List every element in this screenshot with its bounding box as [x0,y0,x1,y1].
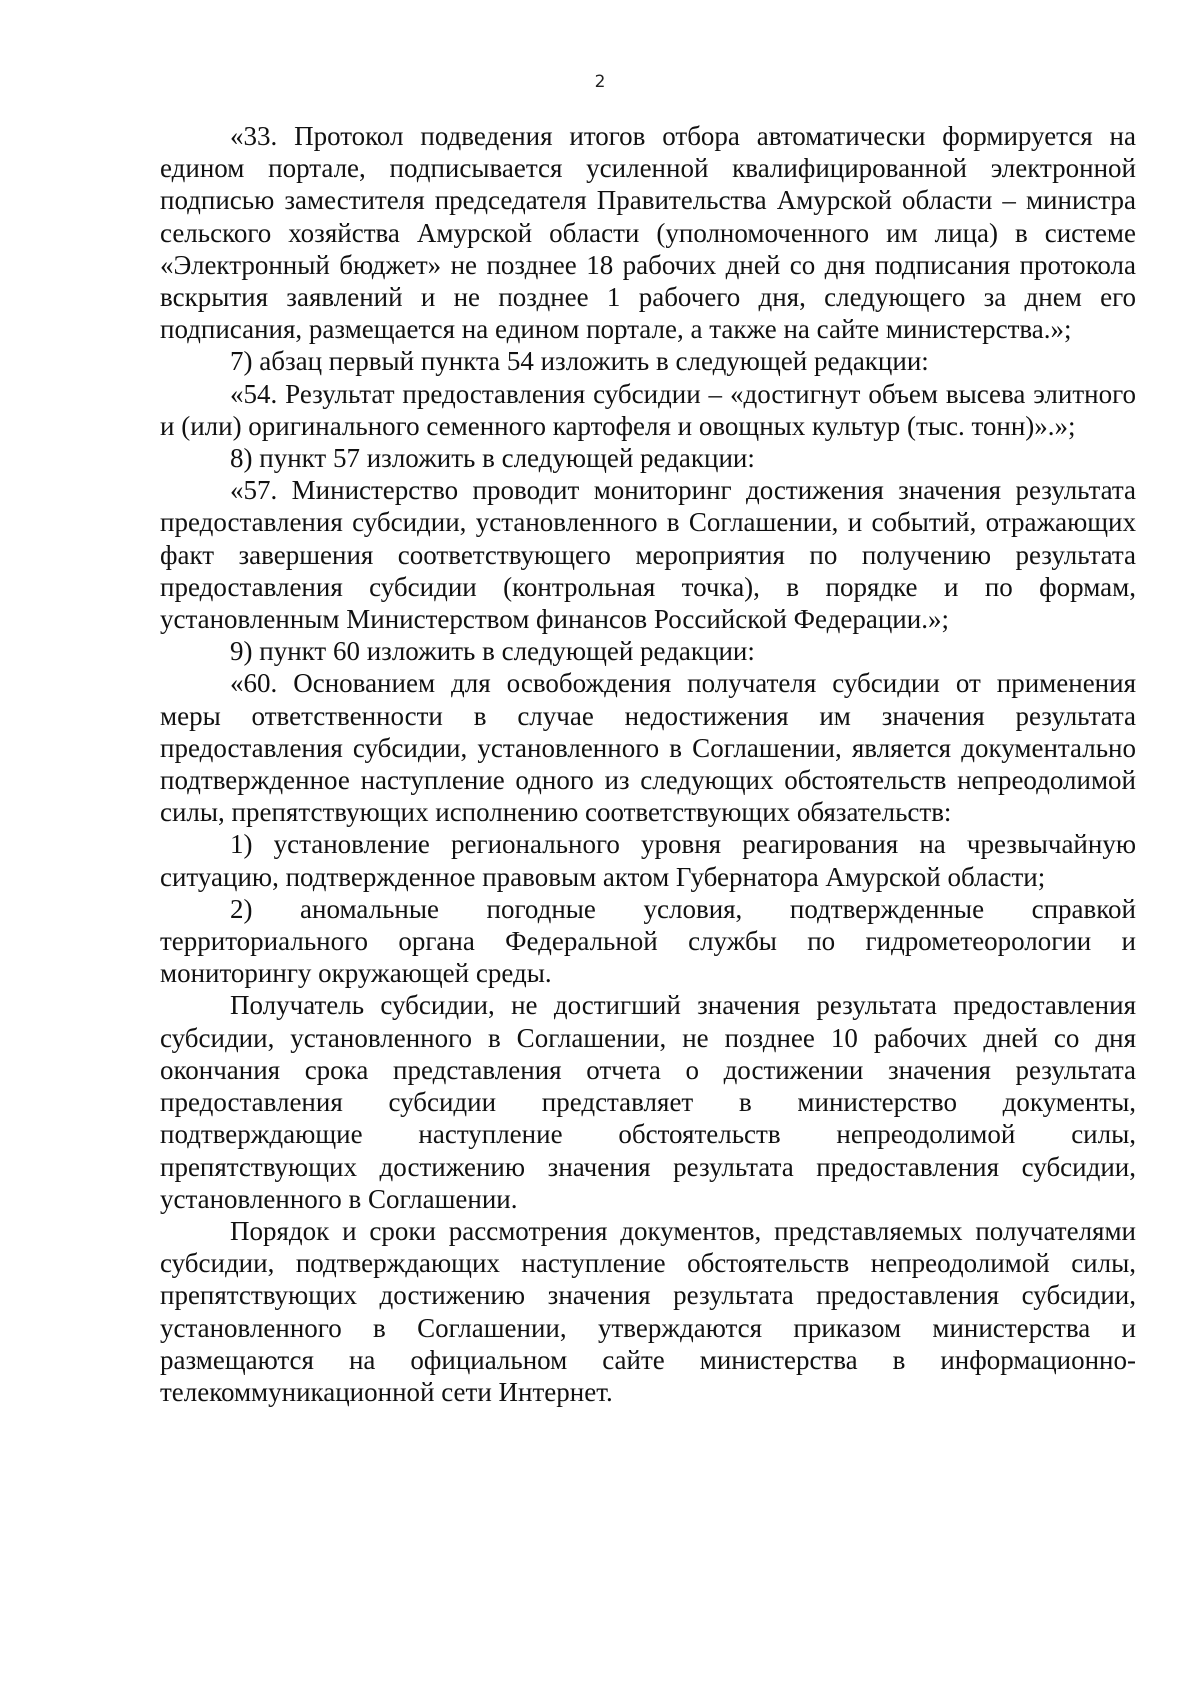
paragraph-amend-54: 7) абзац первый пункта 54 изложить в следующей редакции: [230,346,929,377]
paragraph-60-grounds: «60. Основанием для освобождения получателя субсидии от применения меры ответственности в случае недостижения им значения результата предоставления субсидии, установленного в Соглашении, является документально подтвержденное наступление одного из следующих обстоятельств непреодолимой силы, препятствующих исполнению соответствующих обязательств: [160,668,1136,828]
paragraph-amend-60: 9) пункт 60 изложить в следующей редакции: [230,636,755,667]
paragraph-amend-57: 8) пункт 57 изложить в следующей редакции: [230,443,755,474]
paragraph-57-monitoring: «57. Министерство проводит мониторинг достижения значения результата предоставления субсидии, установленного в Соглашении, и событий, отражающих факт завершения соответствующего мероприятия по получению результата предоставления субсидии (контрольная точка), в порядке и по формам, установленным Министерством финансов Российской Федерации.»; [160,475,1136,635]
paragraph-33-protocol: «33. Протокол подведения итогов отбора автоматически формируется на едином портале, подписывается усиленной квалифицированной электронной подписью заместителя председателя Правительства Амурской области – министра сельского хозяйства Амурской области (уполномоченного им лица) в системе «Электронный бюджет» не позднее 18 рабочих дней со дня подписания протокола вскрытия заявлений и не позднее 1 рабочего дня, следующего за днем его подписания, размещается на едином портале, а также на сайте министерства.»; [160,121,1136,345]
page-number: 2 [594,72,606,92]
list-item-2-weather: 2) аномальные погодные условия, подтвержденные справкой территориального органа Федеральной службы по гидрометеорологии и мониторингу окружающей среды. [160,893,1136,989]
paragraph-recipient-obligation: Получатель субсидии, не достигший значения результата предоставления субсидии, установленного в Соглашении, не позднее 10 рабочих дней со дня окончания срока представления отчета о достижении значения результата предоставления субсидии представляет в министерство документы, подтверждающие наступление обстоятельств непреодолимой силы, препятствующих достижению значения результата предоставления субсидии, установленного в Соглашении. [160,990,1136,1214]
document-body [160,120,1136,1408]
list-item-1-emergency: 1) установление регионального уровня реагирования на чрезвычайную ситуацию, подтвержденное правовым актом Губернатора Амурской области; [160,829,1136,892]
paragraph-procedure: Порядок и сроки рассмотрения документов, представляемых получателями субсидии, подтверждающих наступление обстоятельств непреодолимой силы, препятствующих достижению значения результата предоставления субсидии, установленного в Соглашении, утверждаются приказом министерства и размещаются на официальном сайте министерства в информационно-телекоммуникационной сети Интернет. [160,1215,1136,1407]
paragraph-54-result: «54. Результат предоставления субсидии – «достигнут объем высева элитного и (или) оригинального семенного картофеля и овощных культур (тыс. тонн)».»; [160,378,1136,441]
